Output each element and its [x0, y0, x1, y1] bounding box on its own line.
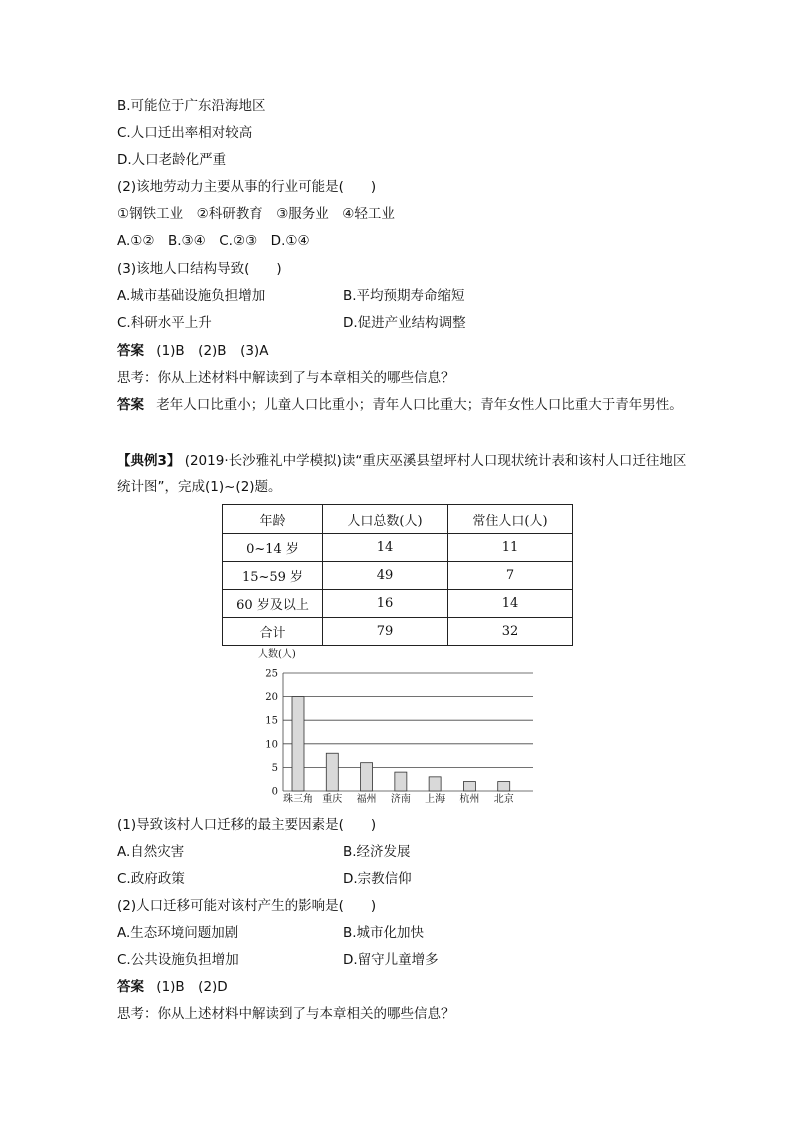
table-header-cell: 常住人口(人): [448, 505, 573, 534]
question-2-prev: (2)该地劳动力主要从事的行业可能是( ): [117, 179, 377, 195]
bar: [463, 782, 475, 791]
x-tick-label: 济南: [390, 794, 411, 805]
question-3-row-1: [117, 286, 677, 306]
y-tick-label: 20: [265, 692, 278, 704]
option-a: A.自然灾害: [117, 844, 185, 860]
example-3-intro: [117, 448, 687, 500]
answer-text: 老年人口比重小；儿童人口比重小；青年人口比重大；青年女性人口比重大于青年男性。: [156, 397, 683, 413]
answer-label: 答案: [117, 397, 144, 413]
table-cell: 14: [323, 534, 448, 562]
answer-block-3: [117, 977, 228, 997]
table-header-row: [223, 505, 573, 534]
option-b: B.平均预期寿命缩短: [343, 288, 465, 304]
bar: [361, 763, 373, 791]
answer-block-1: [117, 341, 268, 361]
option-b: B.城市化加快: [343, 925, 425, 941]
x-tick-label: 上海: [425, 794, 446, 805]
example-tag: 【典例3】: [117, 453, 181, 469]
migration-bar-chart: [250, 645, 550, 810]
answer-block-2: [117, 392, 687, 418]
answer-label: 答案: [117, 343, 144, 359]
option-b: B.可能位于广东沿海地区: [117, 98, 266, 114]
table-row: [223, 590, 573, 618]
x-tick-label: 北京: [493, 794, 514, 805]
table-header-cell: 年龄: [223, 505, 323, 534]
table-cell: 合计: [223, 618, 323, 646]
answer-text: (1)B (2)D: [156, 979, 228, 995]
question-2-items: ①钢铁工业 ②科研教育 ③服务业 ④轻工业: [117, 206, 395, 222]
y-tick-label: 0: [271, 786, 278, 798]
option-a: A.生态环境问题加剧: [117, 925, 239, 941]
x-tick-label: 重庆: [322, 794, 343, 805]
think-prompt-2: 思考：你从上述材料中解读到了与本章相关的哪些信息？: [117, 1006, 455, 1022]
option-b: B.经济发展: [343, 844, 411, 860]
option-d: D.宗教信仰: [343, 871, 412, 887]
answer-label: 答案: [117, 979, 144, 995]
table-cell: 11: [448, 534, 573, 562]
question-2-row-2: [117, 950, 677, 970]
question-2-options: A.①② B.③④ C.②③ D.①④: [117, 233, 310, 249]
y-tick-label: 15: [265, 715, 278, 727]
option-c: C.科研水平上升: [117, 315, 212, 331]
think-prompt-1: 思考：你从上述材料中解读到了与本章相关的哪些信息？: [117, 370, 455, 386]
table-row: [223, 534, 573, 562]
table-cell: 60 岁及以上: [223, 590, 323, 618]
table-header-cell: 人口总数(人): [323, 505, 448, 534]
y-tick-label: 10: [265, 739, 278, 751]
x-tick-label: 珠三角: [283, 794, 313, 805]
question-1-row-2: [117, 869, 677, 889]
table-cell: 79: [323, 618, 448, 646]
x-tick-label: 福州: [356, 794, 377, 805]
x-tick-label: 杭州: [459, 794, 480, 805]
population-table: [222, 504, 573, 646]
table-row: [223, 562, 573, 590]
table-cell: 14: [448, 590, 573, 618]
table-cell: 0~14 岁: [223, 534, 323, 562]
option-d: D.促进产业结构调整: [343, 315, 466, 331]
bar: [429, 777, 441, 791]
question-1: (1)导致该村人口迁移的最主要因素是( ): [117, 817, 377, 833]
table-row: [223, 618, 573, 646]
y-tick-label: 25: [265, 668, 278, 680]
question-1-row-1: [117, 842, 677, 862]
option-c: C.政府政策: [117, 871, 185, 887]
y-axis-label: 人数(人): [258, 649, 296, 660]
table-cell: 32: [448, 618, 573, 646]
bar: [326, 753, 338, 791]
question-3-prev: (3)该地人口结构导致( ): [117, 261, 282, 277]
table-cell: 7: [448, 562, 573, 590]
bar: [395, 772, 407, 791]
table-cell: 15~59 岁: [223, 562, 323, 590]
answer-text: (1)B (2)B (3)A: [156, 343, 269, 359]
option-d: D.人口老龄化严重: [117, 152, 227, 168]
table-cell: 49: [323, 562, 448, 590]
option-a: A.城市基础设施负担增加: [117, 288, 266, 304]
question-3-row-2: [117, 313, 677, 333]
question-2: (2)人口迁移可能对该村产生的影响是( ): [117, 898, 377, 914]
question-2-row-1: [117, 923, 677, 943]
y-tick-label: 5: [271, 762, 278, 774]
option-c: C.公共设施负担增加: [117, 952, 239, 968]
bar: [498, 782, 510, 791]
bar: [292, 697, 304, 791]
example-text: (2019·长沙雅礼中学模拟)读“重庆巫溪县望坪村人口现状统计表和该村人口迁往地区统计图”，完成(1)~(2)题。: [117, 453, 687, 495]
option-d: D.留守儿童增多: [343, 952, 439, 968]
option-c: C.人口迁出率相对较高: [117, 125, 253, 141]
table-cell: 16: [323, 590, 448, 618]
